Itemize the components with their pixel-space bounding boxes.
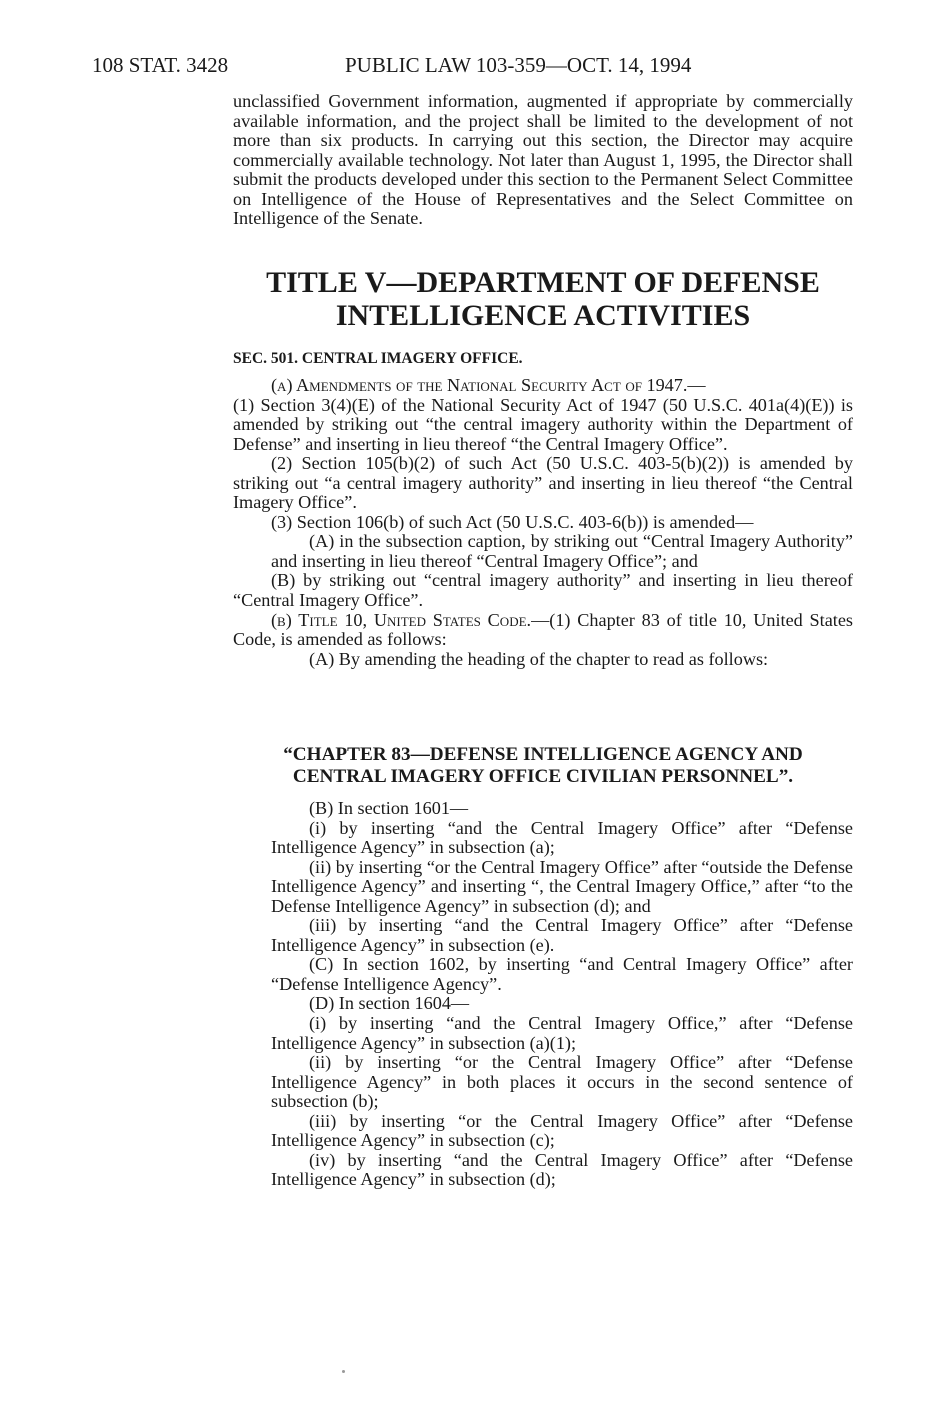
chapter-heading-line-1: “CHAPTER 83—DEFENSE INTELLIGENCE AGENCY AND	[283, 744, 803, 765]
title-heading	[233, 266, 853, 332]
subsection-a-paragraph-3: (3) Section 106(b) of such Act (50 U.S.C. 403-6(b)) is amended—	[271, 511, 754, 532]
statute-page-number: 108 STAT. 3428	[92, 53, 229, 77]
section-heading: SEC. 501. CENTRAL IMAGERY OFFICE.	[233, 350, 523, 367]
subsection-a-paragraph-1: (1) Section 3(4)(E) of the National Security Act of 1947 (50 U.S.C. 401a(4)(E)) is amended by striking out “the central imagery authority within the Department of Defense” and inserting in lieu thereof “the Central Imagery Office”.	[233, 394, 853, 454]
amendment-D-iii: (iii) by inserting “or the Central Imagery Office” after “Defense Intelligence Agency” in subsection (c);	[271, 1110, 853, 1151]
section-501-body	[233, 376, 853, 669]
public-law-citation: PUBLIC LAW 103-359—OCT. 14, 1994	[345, 53, 692, 77]
chapter-amendments	[233, 799, 853, 1190]
scan-speck	[342, 1370, 345, 1373]
amendment-B: (B) In section 1601—	[309, 798, 469, 818]
subsection-a-caption: (a) Amendments of the National Security Act of 1947.—	[271, 375, 706, 395]
title-line-1: TITLE V—DEPARTMENT OF DEFENSE	[266, 266, 820, 299]
subparagraph-a3-A: (A) in the subsection caption, by striking out “Central Imagery Authority” and inserting in lieu thereof “Central Imagery Office”; and	[271, 531, 853, 571]
amendment-D: (D) In section 1604—	[309, 993, 470, 1014]
intro-text: unclassified Government information, augmented if appropriate by commercially available information, and the project shall be limited to the development of not more than six products. In carrying out this section, the Director may acquire commercially available technology. Not later than August 1, 1995, the Director shall submit the products developed under this section to the Permanent Select Committee on Intelligence of the House of Representatives and the Select Committee on Intelligence of the Senate.	[233, 91, 853, 229]
subsection-a-paragraph-2: (2) Section 105(b)(2) of such Act (50 U.S.C. 403-5(b)(2)) is amended by striking out “a central imagery authority” and inserting in lieu thereof “the Central Imagery Office”.	[233, 453, 853, 513]
chapter-heading	[233, 744, 853, 788]
subparagraph-a3-B: (B) by striking out “central imagery authority” and inserting in lieu thereof “Central Imagery Office”.	[233, 570, 853, 611]
amendment-C: (C) In section 1602, by inserting “and Central Imagery Office” after “Defense Intelligence Agency”.	[271, 954, 853, 994]
subparagraph-b1-A: (A) By amending the heading of the chapter to read as follows:	[309, 648, 769, 669]
subsection-b-caption: (b) Title 10, United States Code.—	[271, 609, 550, 630]
amendment-B-ii: (ii) by inserting “or the Central Imagery Office” after “outside the Defense Intelligence Agency” and inserting “, the Central Imagery Office,” after “to the Defense Intelligence Agency” in subsection (d); and	[271, 856, 853, 916]
amendment-D-iv: (iv) by inserting “and the Central Imagery Office” after “Defense Intelligence Agency” in subsection (d);	[271, 1149, 853, 1190]
amendment-D-i: (i) by inserting “and the Central Imagery Office,” after “Defense Intelligence Agency” in subsection (a)(1);	[271, 1013, 853, 1053]
subsection-b-paragraph-1: (1) Chapter 83 of title 10, United States Code, is amended as follows:	[233, 609, 853, 650]
subsection-b	[233, 611, 853, 650]
intro-paragraph	[233, 92, 853, 229]
amendment-D-ii: (ii) by inserting “or the Central Imagery Office” after “Defense Intelligence Agency” in both places it occurs in the second sentence of subsection (b);	[271, 1052, 853, 1112]
subsection-a	[233, 376, 853, 454]
chapter-heading-line-2: CENTRAL IMAGERY OFFICE CIVILIAN PERSONNEL”.	[292, 766, 794, 787]
amendment-B-i: (i) by inserting “and the Central Imagery Office” after “Defense Intelligence Agency” in subsection (a);	[271, 817, 853, 858]
title-line-2: INTELLIGENCE ACTIVITIES	[335, 299, 751, 332]
amendment-B-iii: (iii) by inserting “and the Central Imagery Office” after “Defense Intelligence Agency” in subsection (e).	[271, 915, 853, 955]
